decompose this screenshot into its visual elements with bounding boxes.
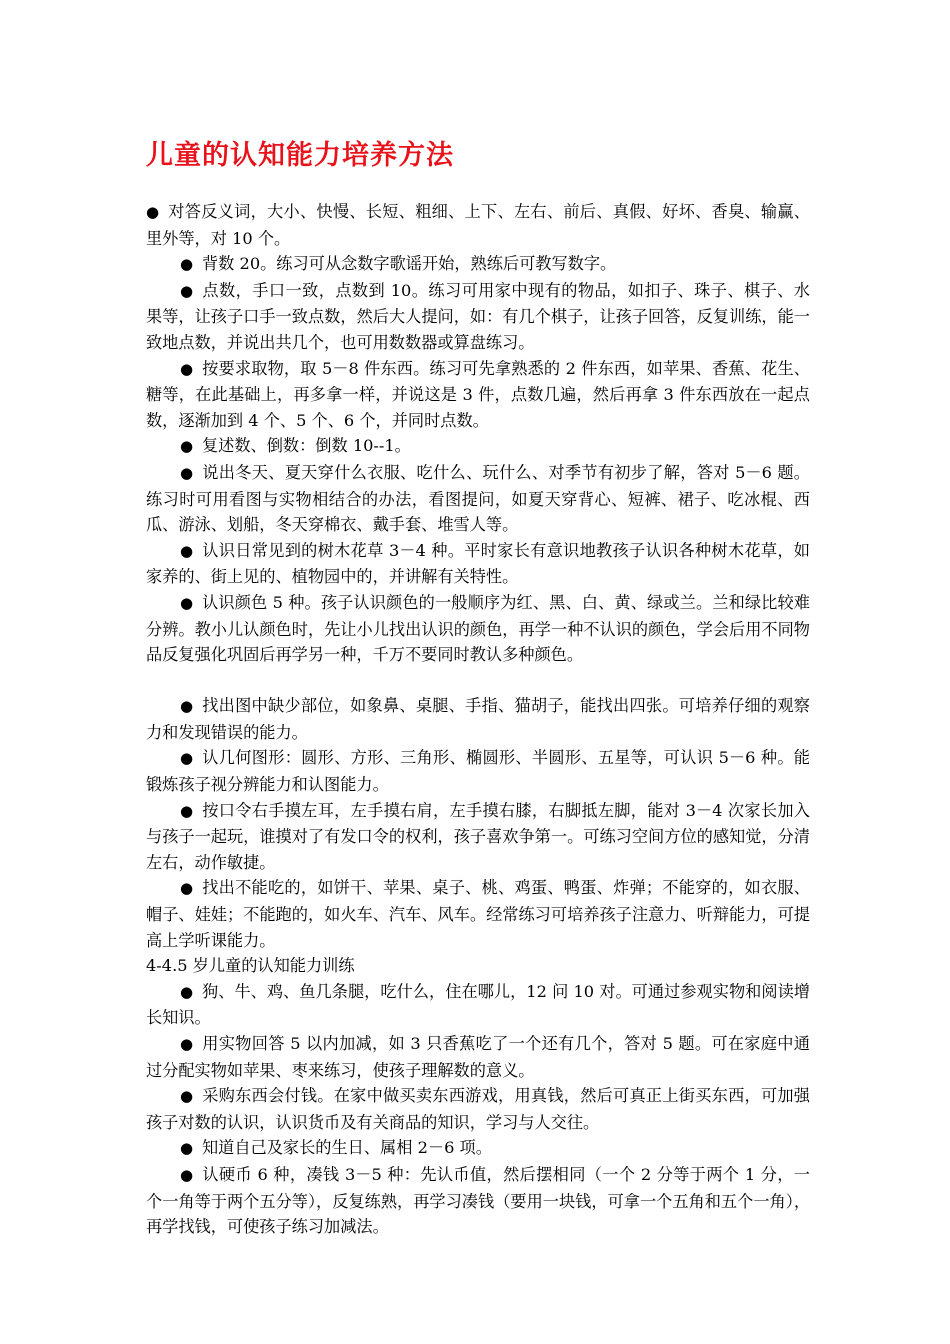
list-item [146, 356, 810, 434]
list-item [146, 1031, 810, 1083]
list-item [146, 1083, 810, 1135]
bullet-icon: ● [180, 593, 194, 612]
item-text: 认硬币 6 种，凑钱 3－5 种：先认币值，然后摆相同（一个 2 分等于两个 1 分，一个一角等于两个五分等），反复练熟，再学习凑钱（要用一块钱，可拿一个五角和五个一角），再学找钱，可使孩子练习加减法。 [146, 1164, 810, 1237]
list-item [146, 433, 810, 460]
list-item [146, 251, 810, 278]
list-item [146, 693, 810, 745]
bullet-icon: ● [180, 801, 194, 820]
list-item [146, 199, 810, 251]
list-item [146, 590, 810, 668]
document-body [146, 199, 810, 1240]
bullet-icon: ● [180, 1087, 194, 1106]
item-text: 认识日常见到的树木花草 3－4 种。平时家长有意识地教孩子认识各种树木花草，如家养的、街上见的、植物园中的，并讲解有关特性。 [146, 540, 810, 587]
item-text: 按要求取物，取 5－8 件东西。练习可先拿熟悉的 2 件东西，如苹果、香蕉、花生、糖等，在此基础上，再多拿一样，并说这是 3 件，点数几遍，然后再拿 3 件东西放在一起点数，逐渐加到 4 个、5 个、6 个，并同时点数。 [146, 358, 810, 430]
bullet-icon: ● [180, 749, 194, 768]
item-text: 狗、牛、鸡、鱼几条腿，吃什么，住在哪儿，12 问 10 对。可通过参观实物和阅读增长知识。 [146, 981, 810, 1028]
bullet-icon: ● [180, 1165, 194, 1184]
bullet-icon: ● [180, 1139, 194, 1158]
bullet-icon: ● [180, 879, 194, 898]
document-title: 儿童的认知能力培养方法 [146, 140, 454, 171]
list-item [146, 1162, 810, 1240]
list-item [146, 745, 810, 797]
item-text: 用实物回答 5 以内加减，如 3 只香蕉吃了一个还有几个，答对 5 题。可在家庭中通过分配实物如苹果、枣来练习，使孩子理解数的意义。 [146, 1034, 810, 1080]
item-text: 对答反义词，大小、快慢、长短、粗细、上下、左右、前后、真假、好坏、香臭、输赢、里外等，对 10 个。 [146, 202, 810, 248]
bullet-icon: ● [180, 281, 194, 300]
item-text: 认识颜色 5 种。孩子认识颜色的一般顺序为红、黑、白、黄、绿或兰。兰和绿比较难分辨。教小儿认颜色时，先让小儿找出认识的颜色，再学一种不认识的颜色，学会后用不同物品反复强化巩固后再学另一种，千万不要同时教认多种颜色。 [146, 592, 810, 665]
bullet-icon: ● [180, 359, 194, 378]
list-item [146, 278, 810, 356]
item-text: 按口令右手摸左耳，左手摸右肩，左手摸右膝，右脚抵左脚，能对 3－4 次家长加入与孩子一起玩，谁摸对了有发口令的权利，孩子喜欢争第一。可练习空间方位的感知觉，分清左右，动作敏捷。 [146, 800, 810, 872]
bullet-icon: ● [180, 437, 194, 456]
bullet-icon: ● [146, 203, 160, 221]
bullet-icon: ● [180, 982, 194, 1001]
item-text: 认几何图形：圆形、方形、三角形、椭圆形、半圆形、五星等，可认识 5－6 种。能锻炼孩子视分辨能力和认图能力。 [146, 748, 810, 795]
blank-line [146, 668, 810, 694]
item-text: 找出不能吃的，如饼干、苹果、桌子、桃、鸡蛋、鸭蛋、炸弹；不能穿的，如衣服、帽子、娃娃；不能跑的，如火车、汽车、风车。经常练习可培养孩子注意力、听辩能力，可提高上学听课能力。 [146, 878, 810, 950]
list-item [146, 798, 810, 876]
item-text: 说出冬天、夏天穿什么衣服、吃什么、玩什么、对季节有初步了解，答对 5－6 题。练习时可用看图与实物相结合的办法，看图提问，如夏天穿背心、短裤、裙子、吃冰棍、西瓜、游泳、划船，冬天穿棉衣、戴手套、堆雪人等。 [146, 462, 810, 535]
bullet-icon: ● [180, 463, 194, 482]
section-heading: 4-4.5 岁儿童的认知能力训练 [146, 956, 355, 976]
item-text: 知道自己及家长的生日、属相 2－6 项。 [202, 1138, 492, 1158]
item-text: 采购东西会付钱。在家中做买卖东西游戏，用真钱，然后可真正上街买东西，可加强孩子对数的认识，认识货币及有关商品的知识，学习与人交往。 [146, 1086, 810, 1132]
bullet-icon: ● [180, 1035, 194, 1053]
bullet-icon: ● [180, 541, 194, 560]
list-item [146, 460, 810, 538]
list-item [146, 979, 810, 1031]
item-text: 复述数、倒数：倒数 10--1。 [202, 436, 411, 456]
list-item [146, 538, 810, 590]
bullet-icon: ● [180, 697, 194, 716]
item-text: 点数，手口一致，点数到 10。练习可用家中现有的物品，如扣子、珠子、棋子、水果等，让孩子口手一致点数，然后大人提问，如：有几个棋子，让孩子回答，反复训练，能一致地点数，并说出共几个，也可用数数器或算盘练习。 [146, 280, 810, 352]
bullet-icon: ● [180, 255, 194, 274]
item-text: 背数 20。练习可从念数字歌谣开始，熟练后可教写数字。 [202, 254, 617, 274]
list-item [146, 875, 810, 953]
list-item [146, 1135, 810, 1162]
item-text: 找出图中缺少部位，如象鼻、桌腿、手指、猫胡子，能找出四张。可培养仔细的观察力和发现错误的能力。 [146, 696, 810, 742]
